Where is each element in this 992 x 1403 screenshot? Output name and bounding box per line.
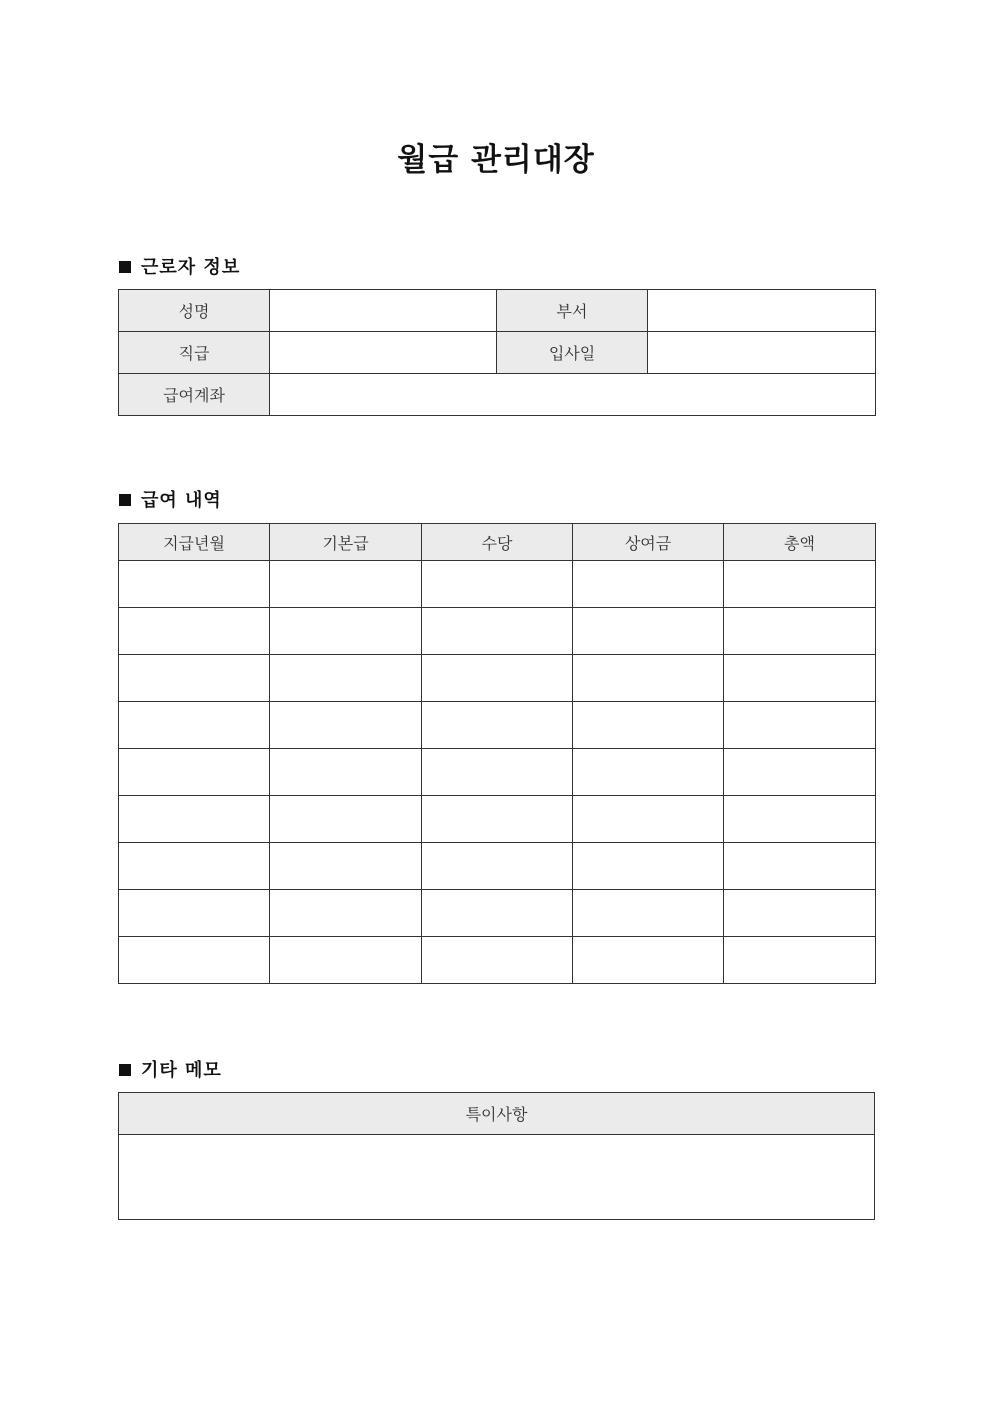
base-pay-cell[interactable] xyxy=(270,749,422,796)
pay-history-rows xyxy=(119,561,876,984)
total-cell[interactable] xyxy=(724,890,876,937)
table-row xyxy=(119,843,876,890)
bonus-cell[interactable] xyxy=(573,655,724,702)
total-cell[interactable] xyxy=(724,749,876,796)
join-date-label: 입사일 xyxy=(497,332,648,374)
table-header-row xyxy=(119,1093,875,1135)
pay-month-cell[interactable] xyxy=(119,749,270,796)
table-row xyxy=(119,1135,875,1220)
base-pay-cell[interactable] xyxy=(270,937,422,984)
allowance-cell[interactable] xyxy=(422,843,573,890)
table-row xyxy=(119,702,876,749)
total-cell[interactable] xyxy=(724,843,876,890)
page-title: 월급 관리대장 xyxy=(397,142,595,178)
allowance-cell[interactable] xyxy=(422,796,573,843)
base-pay-cell[interactable] xyxy=(270,796,422,843)
total-cell[interactable] xyxy=(724,561,876,608)
base-pay-cell[interactable] xyxy=(270,890,422,937)
table-row xyxy=(119,937,876,984)
base-pay-cell[interactable] xyxy=(270,843,422,890)
bonus-cell[interactable] xyxy=(573,843,724,890)
special-notes-field[interactable] xyxy=(119,1135,875,1220)
allowance-cell[interactable] xyxy=(422,937,573,984)
section-heading-label: 근로자 정보 xyxy=(141,257,241,278)
pay-month-cell[interactable] xyxy=(119,608,270,655)
table-row xyxy=(119,374,876,416)
bonus-cell[interactable] xyxy=(573,796,724,843)
pay-month-cell[interactable] xyxy=(119,796,270,843)
bonus-cell[interactable] xyxy=(573,937,724,984)
pay-account-label: 급여계좌 xyxy=(119,374,270,416)
column-header-pay-month: 지급년월 xyxy=(119,524,270,561)
table-row xyxy=(119,749,876,796)
section-heading-label: 기타 메모 xyxy=(141,1060,222,1081)
allowance-cell[interactable] xyxy=(422,608,573,655)
allowance-cell[interactable] xyxy=(422,890,573,937)
square-bullet-icon xyxy=(119,261,131,273)
special-notes-label: 특이사항 xyxy=(119,1093,875,1135)
table-row xyxy=(119,561,876,608)
pay-month-cell[interactable] xyxy=(119,937,270,984)
allowance-cell[interactable] xyxy=(422,702,573,749)
pay-history-table xyxy=(118,523,876,984)
total-cell[interactable] xyxy=(724,702,876,749)
total-cell[interactable] xyxy=(724,937,876,984)
section-heading-memo xyxy=(119,1056,222,1082)
section-heading-label: 급여 내역 xyxy=(141,490,222,511)
pay-account-field[interactable] xyxy=(270,374,876,416)
department-field[interactable] xyxy=(648,290,876,332)
base-pay-cell[interactable] xyxy=(270,655,422,702)
grade-field[interactable] xyxy=(270,332,497,374)
bonus-cell[interactable] xyxy=(573,608,724,655)
bonus-cell[interactable] xyxy=(573,702,724,749)
square-bullet-icon xyxy=(119,1064,131,1076)
join-date-field[interactable] xyxy=(648,332,876,374)
bonus-cell[interactable] xyxy=(573,749,724,796)
worker-info-table xyxy=(118,289,876,416)
table-row xyxy=(119,890,876,937)
column-header-base-pay: 기본급 xyxy=(270,524,422,561)
pay-month-cell[interactable] xyxy=(119,890,270,937)
pay-month-cell[interactable] xyxy=(119,843,270,890)
pay-month-cell[interactable] xyxy=(119,655,270,702)
grade-label: 직급 xyxy=(119,332,270,374)
column-header-allowance: 수당 xyxy=(422,524,573,561)
base-pay-cell[interactable] xyxy=(270,561,422,608)
square-bullet-icon xyxy=(119,494,131,506)
table-row xyxy=(119,332,876,374)
bonus-cell[interactable] xyxy=(573,561,724,608)
table-row xyxy=(119,608,876,655)
name-field[interactable] xyxy=(270,290,497,332)
total-cell[interactable] xyxy=(724,655,876,702)
section-heading-pay-history xyxy=(119,486,222,512)
section-heading-worker-info xyxy=(119,253,240,279)
column-header-total: 총액 xyxy=(724,524,876,561)
table-row xyxy=(119,290,876,332)
table-header-row xyxy=(119,524,876,561)
base-pay-cell[interactable] xyxy=(270,702,422,749)
allowance-cell[interactable] xyxy=(422,749,573,796)
memo-table xyxy=(118,1092,875,1220)
department-label: 부서 xyxy=(497,290,648,332)
base-pay-cell[interactable] xyxy=(270,608,422,655)
allowance-cell[interactable] xyxy=(422,561,573,608)
pay-month-cell[interactable] xyxy=(119,561,270,608)
total-cell[interactable] xyxy=(724,608,876,655)
name-label: 성명 xyxy=(119,290,270,332)
allowance-cell[interactable] xyxy=(422,655,573,702)
table-row xyxy=(119,655,876,702)
bonus-cell[interactable] xyxy=(573,890,724,937)
table-row xyxy=(119,796,876,843)
total-cell[interactable] xyxy=(724,796,876,843)
column-header-bonus: 상여금 xyxy=(573,524,724,561)
pay-month-cell[interactable] xyxy=(119,702,270,749)
